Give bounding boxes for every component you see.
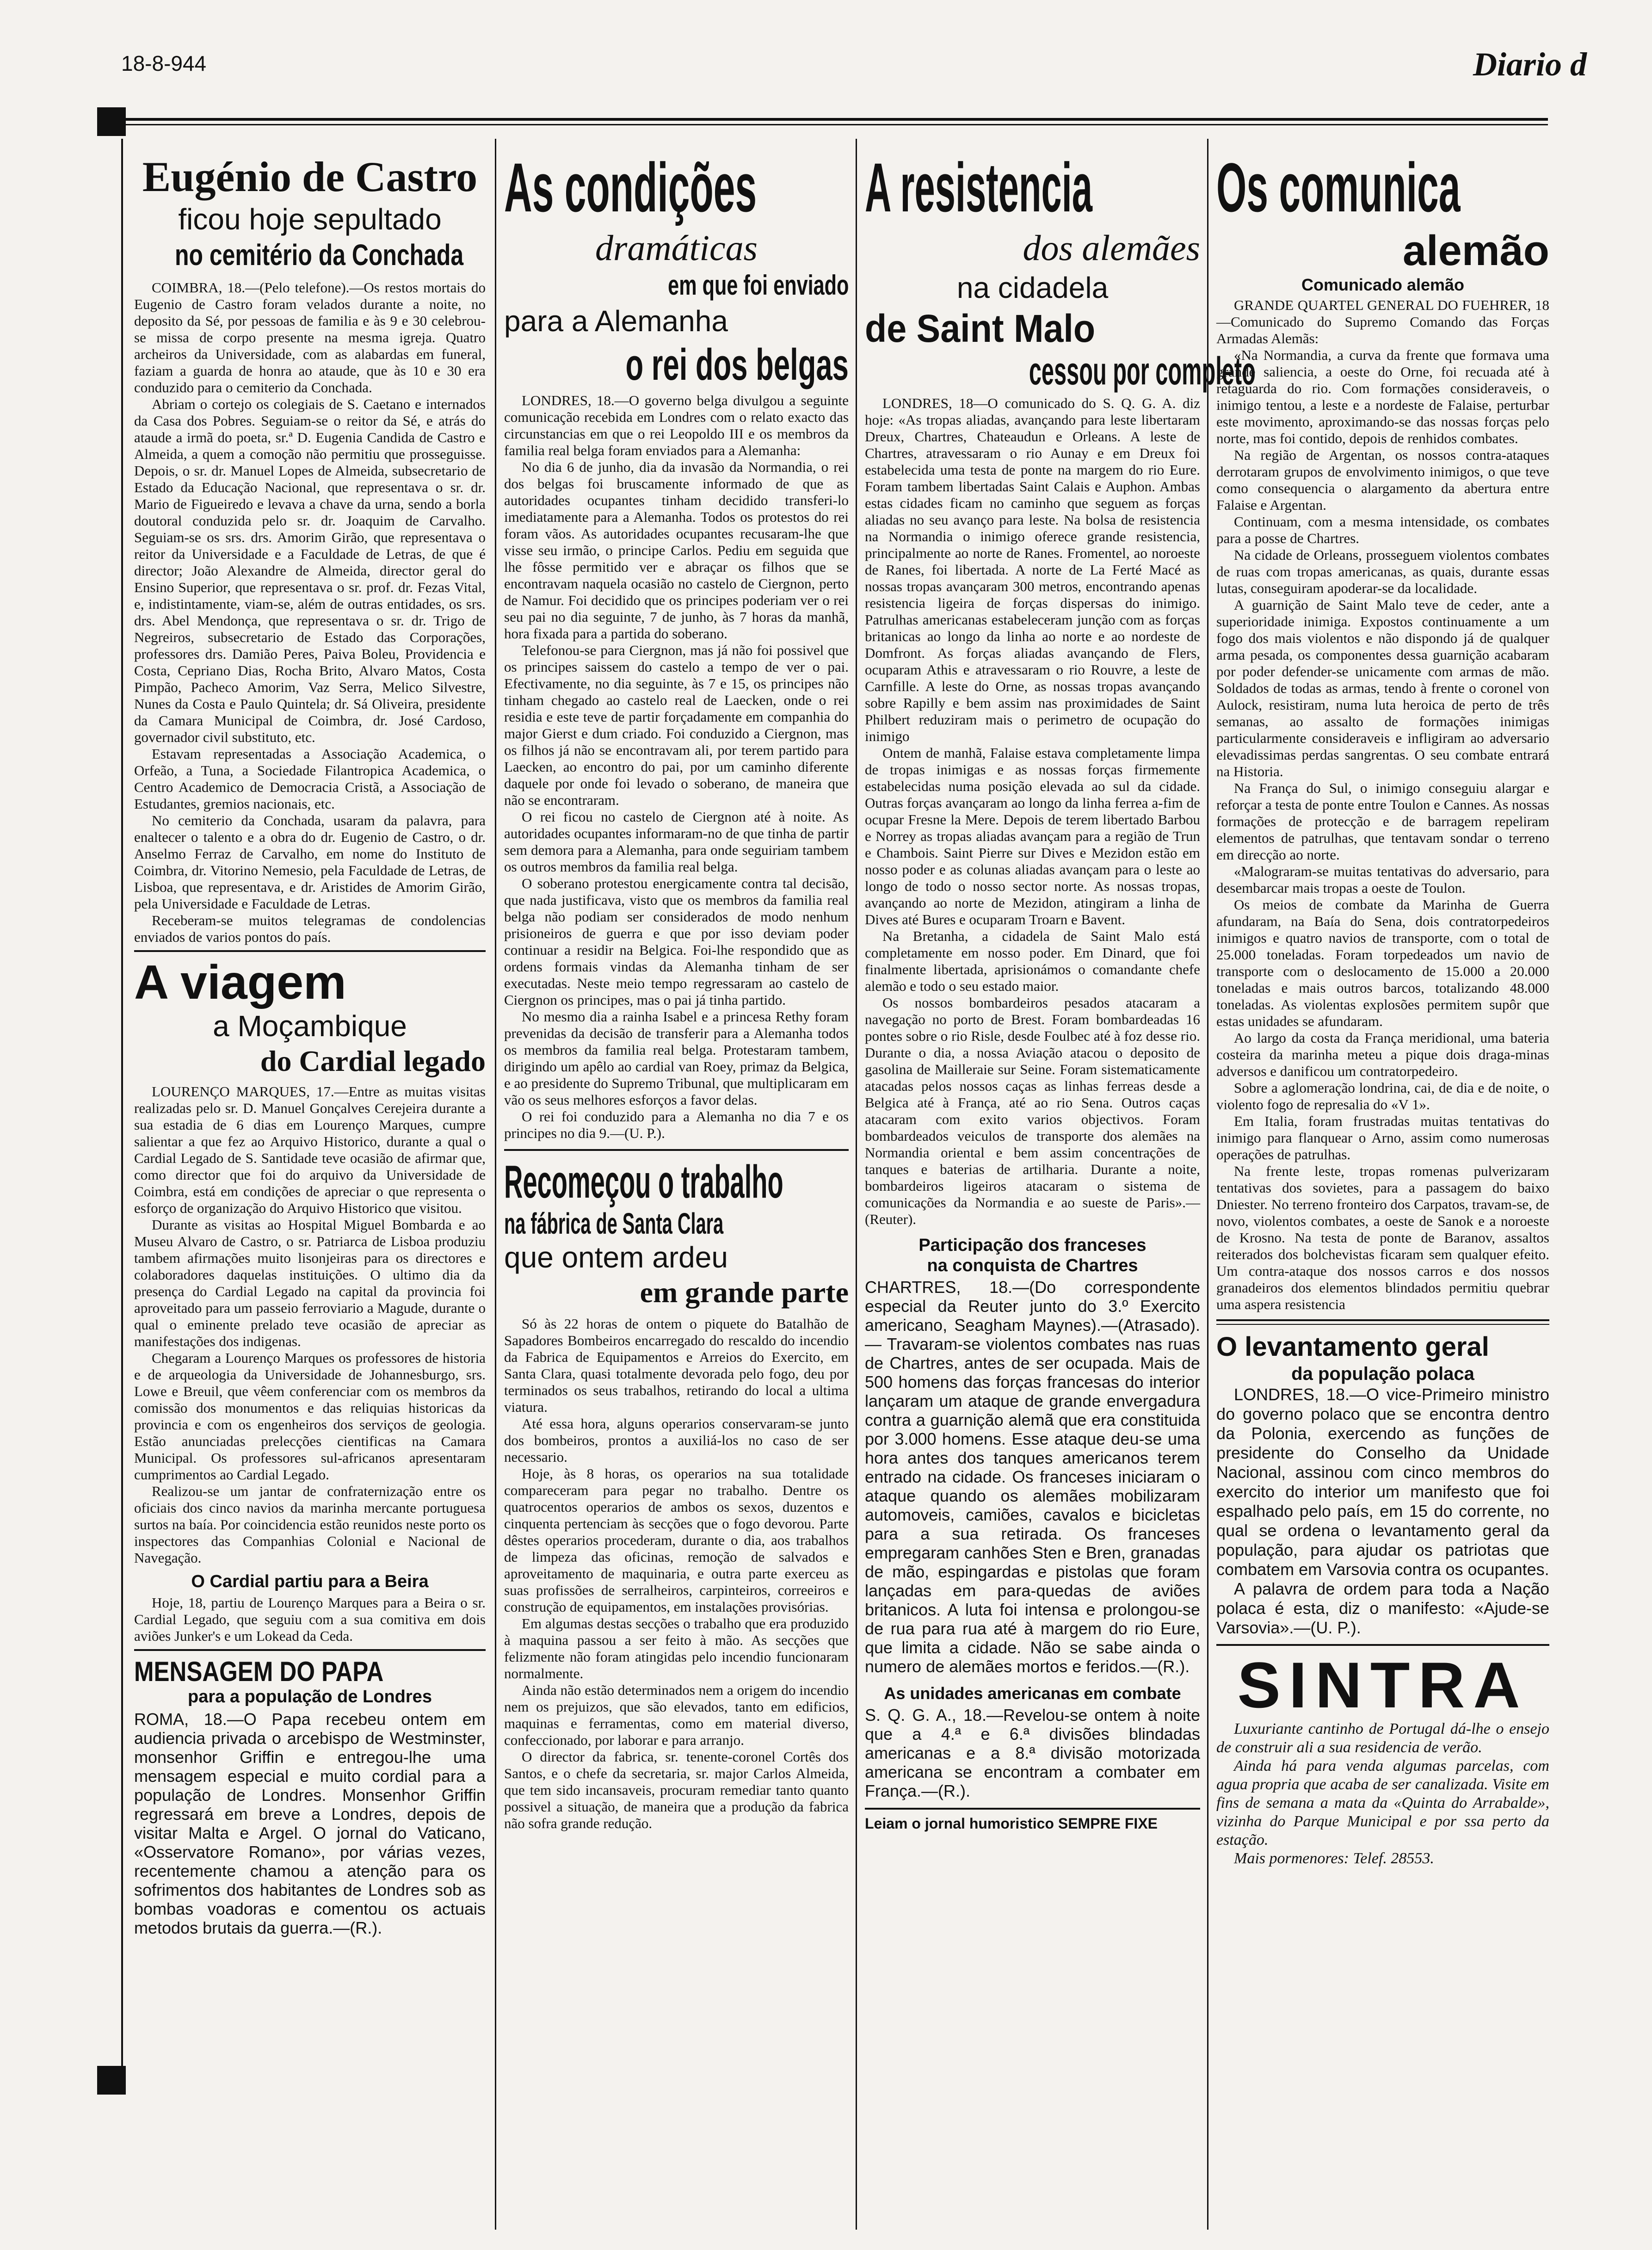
paragraph: Na Bretanha, a cidadela de Saint Malo está completamente em nosso poder. Em Dinard, que foi finalmente libertada, aprisionámos o comandante chefe alemão e todo o seu estado maior. xyxy=(865,928,1200,994)
article-body xyxy=(865,395,1200,1228)
paragraph: Abriam o cortejo os colegiais de S. Caetano e internados da Casa dos Pobres. Seguiam-se o reitor da Sé, e atrás do ataude a irmã do poeta, sr.ª D. Eugenia Candida de Castro e Almeida, a quem a comoção não permitiu que prosseguisse. Depois, o sr. dr. Manuel Lopes de Almeida, subsecretario de Estado da Educação Nacional, que representava o sr. dr. Mario de Figueiredo e levava a chave da urna, sendo a borla doutoral conduzida pelo sr. dr. Joaquim de Carvalho. Seguiam-se os srs. drs. Amorim Girão, que representava o reitor da Universidade e a Faculdade de Letras, de que é director; João Alexandre de Almeida, director geral do Ensino Superior, que representava o sr. prof. dr. Fezas Vital, e, indistintamente, viam-se, além de outras entidades, os srs. drs. Abel Mendonça, que representava o sr. dr. Trigo de Negreiros, subsecretario de Estado das Corporações, professores drs. Damião Peres, Paiva Boleu, Providencia e Costa, Cepriano Dias, Rocha Brito, Alvaro Matos, Costa Pimpão, Pacheco Amorim, Vaz Serra, Melico Silvestre, Nunes da Costa e Paulo Quintela; dr. Sá Oliveira, presidente da Camara Municipal de Coimbra, dr. José Cardoso, governador civil substituto, etc. xyxy=(134,396,486,745)
divider xyxy=(134,1649,486,1651)
paragraph: A guarnição de Saint Malo teve de ceder, ante a superioridade inimiga. Expostos continuamente a um fogo dos mais violentos e não dispondo já de qualquer arma pesada, os componentes dessa guarnição acabaram por poder defender-se unicamente com armas de mão. Soldados de todas as armas, tendo à frente o coronel von Aulock, resistiram, numa luta heroica de perto de três semanas, ao assalto de formações inimigas particularmente consideraveis e infligiram ao adversario elevadissimas perdas sangrentas. O seu combate entrará na Historia. xyxy=(1216,597,1549,779)
column-1 xyxy=(134,143,486,2207)
subheadline-bold: na fábrica de Santa Clara xyxy=(504,1207,724,1240)
paragraph: Ao largo da costa da França meridional, uma bateria costeira da marinha meteu a pique dois draga-minas adversos e danificou um contratorpedeiro. xyxy=(1216,1030,1549,1079)
section-title: Participação dos franceses xyxy=(918,1236,1147,1255)
headline: A viagem xyxy=(134,956,346,1009)
headline: A resistencia xyxy=(865,148,1092,226)
article-viagem xyxy=(134,957,486,1644)
advert-title: SINTRA xyxy=(1237,1649,1529,1721)
article-body xyxy=(1216,1385,1549,1638)
paragraph: No dia 6 de junho, dia da invasão da Normandia, o rei dos belgas foi bruscamente informado de que as autoridades ocupantes tinham decidido transferi-lo imediatamente para a Alemanha. Todos os protestos do rei foram vãos. As autoridades ocupantes recusaram-lhe que visse seu irmão, o principe Carlos. Pediu em seguida que lhe fôsse permitido ver e abraçar os filhos que se encontravam naquela ocasião no castelo de Ciergnon, perto de Namur. Foi decidido que os principes poderiam ver o rei seu pai no dia seguinte, 7 de junho, às 7 horas da manhã, hora fixada para a partida do soberano. xyxy=(504,459,849,642)
article-unidades-americanas xyxy=(865,1683,1200,1800)
article-comunicado-alemao xyxy=(1216,148,1549,1313)
section-title: na conquista de Chartres xyxy=(927,1256,1138,1275)
column-rule-1 xyxy=(495,139,496,2230)
divider xyxy=(865,1808,1200,1810)
advert-sintra xyxy=(1216,1650,1549,1868)
left-margin-rule xyxy=(121,139,123,2077)
paragraph: O soberano protestou energicamente contra tal decisão, que nada justificava, visto que os membros da familia real belga não podiam ser considerados de modo nenhum prisioneiros de guerra e que por isso deviam poder continuar a residir na Belgica. Foi-lhe respondido que as ordens formais vindas da Alemanha tinham de ser executadas. Neste meio tempo regressaram ao castelo de Ciergnon os principes, mas o pai já tinha partido. xyxy=(504,875,849,1008)
paragraph: No cemiterio da Conchada, usaram da palavra, para enaltecer o talento e a obra do dr. Eugenio de Castro, o dr. Anselmo Ferraz de Carvalho, em nome do Instituto de Coimbra, dr. Vitorino Nemesio, pela Faculdade de Letras, de Lisboa, que representava, e dr. Aristides de Amorim Girão, pela Universidade e Faculdade de Letras. xyxy=(134,812,486,912)
advert-line: Ainda há para venda algumas parcelas, com agua propria que acaba de ser canalizada. Visite em fins de semana a mata da «Quinta do Arrabalde», vizinha do Parque Municipal e por ssa perto da estação. xyxy=(1216,1757,1549,1848)
column-rule-2 xyxy=(856,139,857,2230)
paragraph: Na região de Argentan, os nossos contra-ataques derrotaram grupos de envolvimento inimigos, o que teve como consequencia o alargamento da abertura entre Falaise e Argentan. xyxy=(1216,447,1549,513)
article-condicoes xyxy=(504,148,849,1142)
article-body xyxy=(504,392,849,1142)
paragraph: Na cidade de Orleans, prosseguem violentos combates de ruas com tropas americanas, as quais, durante essas lutas, conseguiram apoderar-se da localidade. xyxy=(1216,547,1549,596)
article-body: ROMA, 18.—O Papa recebeu ontem em audiencia privada o arcebispo de Westminster, monsenhor Griffin e entregou-lhe uma mensagem especial e muito cordial para a população de Londres. Monsenhor Griffin regressará em breve a Londres, depois de visitar Malta e Argel. O jornal do Vaticano, «Osservatore Romano», por várias vezes, recentemente chamou a atenção para os sofrimentos dos habitantes de Londres sob as bombas voadoras e comentou os actuais metodos brutais da guerra.—(R.). xyxy=(134,1710,486,1937)
subheadline: dramáticas xyxy=(595,228,758,268)
paragraph: No mesmo dia a rainha Isabel e a princesa Rethy foram prevenidas da decisão de transferir para a Alemanha todos os membros da familia real belga. Protestaram tambem, dirigindo um apêlo ao cardial van Roey, primaz da Belgica, e ao presidente do Supremo Tribunal, que multiplicaram em vão os seus melhores esforços a favor delas. xyxy=(504,1008,849,1108)
subheadline: alemão xyxy=(1402,227,1549,274)
column-4 xyxy=(1216,143,1549,2207)
advert-text xyxy=(1216,1720,1549,1868)
subheadline: para a população de Londres xyxy=(188,1687,432,1706)
article-mensagem-papa xyxy=(134,1656,486,1937)
paragraph: O rei ficou no castelo de Ciergnon até à noite. As autoridades ocupantes informaram-no de que tinha de partir sem demora para a Alemanha, para onde seguiriam tambem os outros membros da familia real belga. xyxy=(504,809,849,875)
article-body: S. Q. G. A., 18.—Revelou-se ontem à noite que a 4.ª e 6.ª divisões blindadas americanas e a 8.ª divisão motorizada americana se encontram a combater em França.—(R.). xyxy=(865,1706,1200,1800)
article-body xyxy=(134,1595,486,1644)
headline: As condições xyxy=(504,148,757,226)
section-title: Comunicado alemão xyxy=(1301,275,1465,294)
headline: O levantamento geral xyxy=(1216,1332,1489,1362)
masthead: Diario d xyxy=(1473,46,1587,83)
divider xyxy=(1216,1644,1549,1646)
paragraph: «Malograram-se muitas tentativas do adversario, para desembarcar mais tropas a oeste de Toulon. xyxy=(1216,863,1549,896)
subheadline-bold: em que foi enviado xyxy=(667,270,849,301)
advert-line: Luxuriante cantinho de Portugal dá-lhe o ensejo de construir ali a sua residencia de verão. xyxy=(1216,1720,1549,1756)
paragraph: Durante as visitas ao Hospital Miguel Bombarda e ao Museu Alvaro de Castro, o sr. Patriarca de Lisboa produziu tambem afirmações muito lisonjeiras para os directores e colaboradores daquelas instituições. O ultimo dia da presença do Cardial Legado na capital da provincia foi aproveitado para um passeio ferroviario a Magude, durante o qual o eminente prelado teve ocasião de apreciar as manifestações dos indigenas. xyxy=(134,1217,486,1349)
advert-line: Mais pormenores: Telef. 28553. xyxy=(1234,1850,1434,1867)
headline: Os comunica xyxy=(1216,148,1461,226)
paragraph: Em Italia, foram frustradas muitas tentativas do inimigo para flanquear o Arno, assim como numerosas operações de patrulhas. xyxy=(1216,1113,1549,1162)
paragraph: Receberam-se muitos telegramas de condolencias enviados de varios pontos do país. xyxy=(134,912,486,945)
paragraph: Na França do Sul, o inimigo conseguiu alargar e reforçar a testa de ponte entre Toulon e Cannes. As nossas formações de protecção e de barragem repeliram elementos de patrulhas, que tentavam sondar o terreno em direcção ao norte. xyxy=(1216,780,1549,863)
paragraph: O director da fabrica, sr. tenente-coronel Cortês dos Santos, e o chefe da secretaria, sr. major Carlos Almeida, que tem sido incansaveis, procuram remediar tanto quanto possivel a situação, de maneira que a produção da fabrica não sofra grande redução. xyxy=(504,1749,849,1831)
paragraph: Estavam representadas a Associação Academica, o Orfeão, a Tuna, a Sociedade Filantropica Academica, o Centro Academico de Democracia Cristã, a Associação de Estudantes, gremios nacionais, etc. xyxy=(134,746,486,812)
header-rule xyxy=(121,118,1548,121)
section-title: As unidades americanas em combate xyxy=(884,1684,1181,1703)
subheadline: para a Alemanha xyxy=(504,304,728,338)
subheadline: da população polaca xyxy=(1291,1364,1474,1384)
article-body xyxy=(134,279,486,946)
article-eugenio xyxy=(134,153,486,946)
section-subtitle: O Cardial partiu para a Beira xyxy=(191,1572,429,1591)
paragraph: LONDRES, 18.—O governo belga divulgou a seguinte comunicação recebida em Londres com o relato exacto das circunstancias em que o rei Leopoldo III e os membros da familia real belga foram enviados para a Alemanha: xyxy=(504,392,849,458)
headline: MENSAGEM DO PAPA xyxy=(134,1656,384,1687)
paragraph: A palavra de ordem para toda a Nação polaca é esta, diz o manifesto: «Ajude-se Varsovia».—(U. P.). xyxy=(1216,1579,1549,1637)
margin-bullet-top xyxy=(97,107,126,136)
subheadline-bold: de Saint Malo xyxy=(865,307,1096,350)
paragraph: Hoje, 18, partiu de Lourenço Marques para a Beira o sr. Cardial Legado, que seguiu com a sua comitiva em dois aviões Junker's e um Lokead da Ceda. xyxy=(134,1595,486,1644)
headline: Eugénio de Castro xyxy=(142,153,478,200)
paragraph: Sobre a aglomeração londrina, cai, de dia e de noite, o violento fogo de represalia do «V 1». xyxy=(1216,1080,1549,1113)
paragraph: Os meios de combate da Marinha de Guerra afundaram, na Baía do Sena, dois contratorpedeiros inimigos e quatro navios de transporte, com o total de 25.000 toneladas. Foram torpedeados um navio de transporte com o deslocamento de 15.000 a 20.000 toneladas e mais outros barcos, totalizando 48.000 toneladas. As violentas explosões permitem supôr que estas unidades se afundaram. xyxy=(1216,896,1549,1029)
subheadline-bold: cessou por completo xyxy=(1029,349,1256,393)
paragraph: Na frente leste, tropas romenas pulverizaram tentativas dos sovietes, para a passagem do baixo Dniester. No terreno fronteiro dos Carpatos, travam-se, de novo, violentos combates, a oeste de Sanok e a noroeste de Krosno. Na testa de ponte de Baranov, assaltos reiterados dos bolchevistas ficaram sem qualquer efeito. Um contra-ataque dos nossos carros e dos nossos granadeiros dos elementos blindados permitiu quebrar uma aspera resistencia xyxy=(1216,1163,1549,1312)
paragraph: Hoje, às 8 horas, os operarios na sua totalidade compareceram para pegar no trabalho. Dentre os quatrocentos operarios de ambos os sexos, duzentos e cinquenta pertenciam às secções que o fogo devorou. Parte dêstes operarios procederam, durante o dia, aos trabalhos de limpeza das oficinas, remoção de salvados e aproveitamento de maquinaria, e outra parte exerceu as suas profissões de serralheiros, carpinteiros, correeiros e construção de equipamentos, em instalações provisórias. xyxy=(504,1465,849,1615)
paragraph: LONDRES, 18—O comunicado do S. Q. G. A. diz hoje: «As tropas aliadas, avançando para leste libertaram Dreux, Chartres, Chateaudun e Orleans. A leste de Chartres, atravessaram o rio Aunay e em Dreux foi estabelecida uma testa de ponte na margem do rio Eure. Foram tambem libertadas Saint Calais e Auphon. Ambas estas cidades ficam no caminho que seguem as forças aliadas no seu avanço para leste. Na bolsa de resistencia na Normandia o inimigo oferece grande resistencia, principalmente ao norte de Ranes. Fromentel, ao noroeste de Ranes, foi libertada. A norte de La Ferté Macé as nossas tropas avançaram 300 metros, encontrando apenas resistencia ligeira de forças dispersas do inimigo. Patrulhas americanas estabeleceram junção com as forças britanicas ao longo da linha ao norte e ao nordeste de Domfront. As forças aliadas avançando de Flers, ocuparam Athis e atravessaram o rio Rouvre, a leste de Carnfille. A leste do Orne, as nossas tropas avançando sobre Rapilly e bem assim nas proximidades de Saint Philbert reduziram mais o perimetro de ocupação do inimigo xyxy=(865,395,1200,744)
paragraph: Telefonou-se para Ciergnon, mas já não foi possivel que os principes saissem do castelo a tempo de ver o pai. Efectivamente, no dia seguinte, às 7 e 15, os principes não tinham chegado ao castelo real de Laecken, onde o rei residia e este teve de partir forçadamente em companhia do major Gierst e dum criado. Foi conduzido a Ciergnon, mas os filhos já não se encontravam ali, por terem partido para Laecken, ao encontro do pai, por um caminho diferente daquele por onde foi levado o soberano, de maneira que não se encontraram. xyxy=(504,642,849,808)
paragraph: LONDRES, 18.—O vice-Primeiro ministro do governo polaco que se encontra dentro da Polonia, exercendo as funções de presidente do Conselho da Unidade Nacional, assinou com cinco membros do exercito do interior um manifesto que foi espalhado pelo país, em 15 do corrente, no qual se ordena o levantamento geral da população, para ajudar os patriotas que combatem em Varsovia contra os ocupantes. xyxy=(1216,1385,1549,1579)
paragraph: O rei foi conduzido para a Alemanha no dia 7 e os principes no dia 9.—(U. P.). xyxy=(504,1108,849,1141)
paragraph: LOURENÇO MARQUES, 17.—Entre as muitas visitas realizadas pelo sr. D. Manuel Gonçalves Cerejeira durante a sua estadia de 6 dias em Lourenço Marques, cumpre salientar a que fez ao Arquivo Historico, durante a qual o Cardial Legado de S. Santidade teve ocasião de afirmar que, como director que foi do arquivo da Universidade de Coimbra, está em condições de apreciar o que representa o esforço de organização do Arquivo Historico que visitou. xyxy=(134,1083,486,1216)
headline: Recomeçou o trabalho xyxy=(504,1156,783,1208)
article-body: CHARTRES, 18.—(Do correspondente especial da Reuter junto do 3.º Exercito americano, Seagham Maynes).—(Atrasado). — Travaram-se violentos combates nas ruas de Chartres, antes de ser ocupada. Mais de 500 homens das forças francesas do interior lançaram um ataque de grande envergadura contra a guarnição alemã que era constituida por 3.000 homens. Esse ataque deu-se uma hora antes dos tanques americanos terem entrado na cidade. Os franceses iniciaram o ataque quando os alemães mobilizaram automoveis, camiões, cavalos e bicicletas para a sua retirada. Os franceses empregaram canhões Sten e Bren, granadas de mão, espingardas e pistolas que foram lançadas em para-quedas de aviões britanicos. A luta foi intensa e prolongou-se de rua para rua até à margem do rio Eure, que limita a cidade. Não se sabe ainda o numero de alemães mortos e feridos.—(R.). xyxy=(865,1278,1200,1676)
subheadline: na cidadela xyxy=(956,271,1109,304)
paragraph: Continuam, com a mesma intensidade, os combates para a posse de Chartres. xyxy=(1216,513,1549,546)
page-date: 18-8-944 xyxy=(121,51,207,75)
divider xyxy=(504,1149,849,1151)
paragraph: Ontem de manhã, Falaise estava completamente limpa de tropas inimigas e as nossas forças firmemente estabelecidas numa posição elevada ao sul da cidade. Outras forças avançaram ao longo da linha ferrea a-fim de ocupar Fresne la Mere. Depois de terem libertado Barbou e Norrey as tropas aliadas avançam para a região de Trun e Chambois. Saint Pierre sur Dives e Mezidon estão em nosso poder e as colunas aliadas avançam para o leste ao longo de todo o nosso sector norte. As nossas tropas, avançando ao norte de Mezidon, atingiram a linha de Dives até Bures e ocuparam Troarn e Bavent. xyxy=(865,745,1200,927)
paragraph: GRANDE QUARTEL GENERAL DO FUEHRER, 18—Comunicado do Supremo Comando das Forças Armadas Alemãs: xyxy=(1216,297,1549,346)
column-3 xyxy=(865,143,1256,2207)
subheadline-bold: em grande parte xyxy=(640,1276,849,1309)
paragraph: Só às 22 horas de ontem o piquete do Batalhão de Sapadores Bombeiros encarregado do rescaldo do incendio da Fabrica de Equipamentos e Arreios do Exercito, em Santa Clara, quasi totalmente devorada pelo fogo, deu por terminados os seus trabalhos, retirando do local a ultima viatura. xyxy=(504,1316,849,1415)
divider xyxy=(134,950,486,952)
subheadline: que ontem ardeu xyxy=(504,1241,728,1274)
column-2 xyxy=(504,143,849,2207)
paragraph: Os nossos bombardeiros pesados atacaram a navegação no porto de Brest. Foram bombardeadas 16 pontes sobre o rio Risle, desde Foulbec até à foz desse rio. Durante o dia, a nossa Aviação atacou o deposito de gasolina de Mailleraie sur Seine. Foram sistematicamente atacadas pelos nossos caças as linhas ferreas desde a Belgica até à França, até ao rio Sena. Outros caças atacaram com exito varios objectivos. Foram bombardeados veiculos de transporte dos alemães na Normandia oriental e bem assim concentrações de tanques e baterias de artilharia. Durante a noite, bombardeiros ligeiros atacaram o sistema de comunicações da Normandia e ao sueste de Paris».—(Reuter). xyxy=(865,995,1200,1227)
paragraph: «Na Normandia, a curva da frente que formava uma grande saliencia, a oeste do Orne, foi recuada até à retaguarda do rio. Com formações consideraveis, o inimigo tentou, a leste e a nordeste de Falaise, perturbar este movimento, aproximando-se das nossas forças pelo norte, mas foi contido, depois de renhidos combates. xyxy=(1216,347,1549,446)
article-body xyxy=(504,1316,849,1832)
subheadline: ficou hoje sepultado xyxy=(178,203,442,236)
subheadline-bold: do Cardial legado xyxy=(260,1045,486,1077)
divider xyxy=(1216,1319,1549,1325)
article-body xyxy=(1216,297,1549,1313)
article-resistencia xyxy=(865,148,1256,1228)
paragraph: Chegaram a Lourenço Marques os professores de historia e de arqueologia da Universidade de Johannesburgo, srs. Lowe e Breuil, que vêem conferenciar com os membros da comissão dos monumentos e das reliquias historicas da provincia e com os engenheiros dos serviços de geologia. Estão anunciadas prelecções cientificas na Camara Municipal. Os professores sul-africanos apresentaram cumprimentos ao Cardial Legado. xyxy=(134,1350,486,1483)
paragraph: COIMBRA, 18.—(Pelo telefone).—Os restos mortais do Eugenio de Castro foram velados durante a noite, no deposito da Sé, por pessoas de familia e às 9 e 30 celebrou-se missa de corpo presente na mesma igreja. Quatro archeiros da Universidade, com as alabardas em funeral, faziam a guarda de honra ao ataude, que às 10 e 30 era conduzido para o cemiterio da Conchada. xyxy=(134,279,486,396)
subheadline: dos alemães xyxy=(1023,228,1200,268)
header-rule-thin xyxy=(121,124,1548,125)
paragraph: Realizou-se um jantar de confraternização entre os oficiais dos cinco navios da marinha mercante portuguesa surtos na baía. Por coincidencia estão reunidos neste porto os inspectores das Companhias Colonial e Nacional de Navegação. xyxy=(134,1483,486,1566)
article-chartres xyxy=(865,1235,1200,1676)
article-body xyxy=(134,1083,486,1566)
article-polonia xyxy=(1216,1331,1549,1638)
paragraph: Ainda não estão determinados nem a origem do incendio nem os prejuizos, que são elevados, tanto em edificios, maquinas e ferramentas, como em material diverso, confeccionado, por laborar e para arranjo. xyxy=(504,1682,849,1748)
paragraph: Até essa hora, alguns operarios conservaram-se junto dos bombeiros, prontos a auxiliá-los no caso de ser necessario. xyxy=(504,1416,849,1465)
advert-sempre-fixe: Leiam o jornal humoristico SEMPRE FIXE xyxy=(865,1815,1158,1832)
paragraph: Em algumas destas secções o trabalho que era produzido à maquina passou a ser feito à mão. As secções que felizmente não foram atingidas pelo incendio funcionaram normalmente. xyxy=(504,1615,849,1681)
column-rule-3 xyxy=(1207,139,1208,2230)
subheadline-bold: no cemitério da Conchada xyxy=(175,238,464,272)
subheadline: a Moçambique xyxy=(213,1009,407,1043)
subheadline-large: o rei dos belgas xyxy=(625,340,849,389)
article-santa-clara xyxy=(504,1156,849,1832)
